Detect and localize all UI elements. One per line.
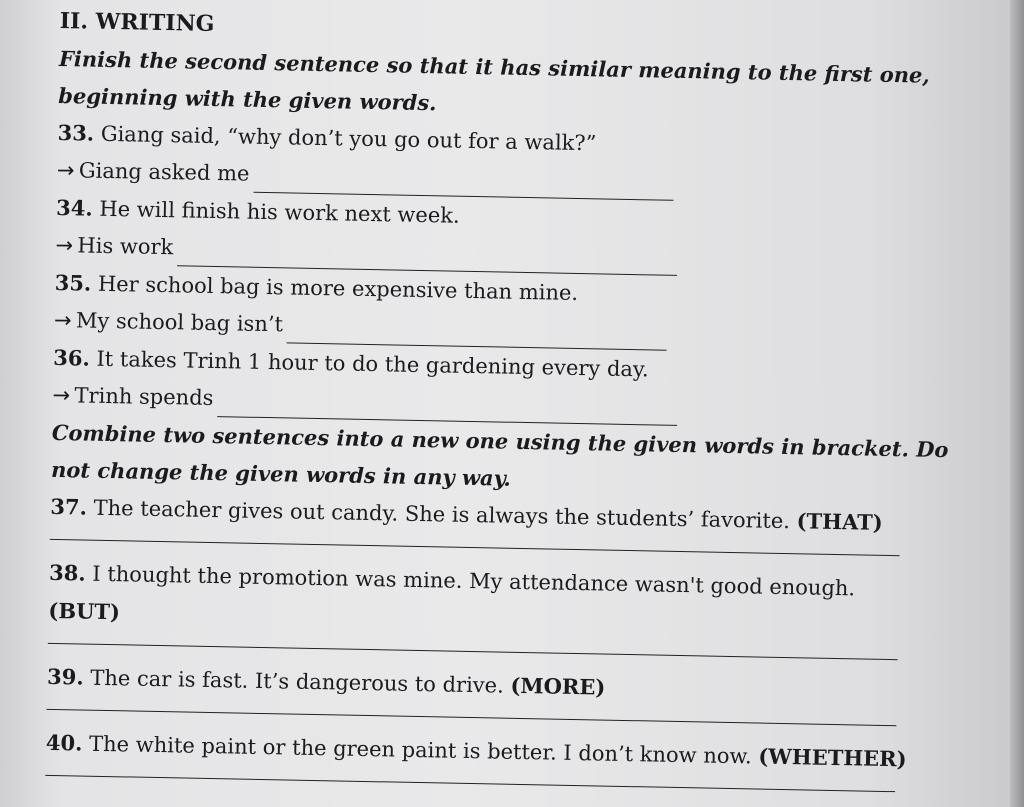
- question-number: 37.: [50, 493, 88, 520]
- question-number: 39.: [46, 663, 84, 690]
- arrow-right-icon: →: [53, 307, 72, 333]
- question-sentence: Giang said, “why don’t you go out for a walk?”: [100, 121, 597, 156]
- answer-blank-40[interactable]: [45, 774, 895, 792]
- question-sentence: It takes Trinh 1 hour to do the gardening every day.: [96, 346, 649, 382]
- question-number: 34.: [55, 194, 93, 221]
- question-keyword: (THAT): [796, 508, 883, 535]
- question-40: [46, 724, 947, 779]
- answer-prompt: Giang asked me: [78, 158, 250, 186]
- question-sentence: The teacher gives out candy. She is always the students’ favorite.: [93, 495, 791, 534]
- worksheet-content: [45, 8, 960, 807]
- question-number: 36.: [53, 344, 91, 371]
- question-keyword: (MORE): [510, 672, 606, 700]
- question-keyword: (WHETHER): [758, 743, 907, 772]
- question-number: 33.: [57, 119, 95, 146]
- arrow-right-icon: →: [56, 157, 75, 183]
- question-sentence: The car is fast. It’s dangerous to drive.: [90, 665, 505, 698]
- question-number: 40.: [45, 729, 83, 756]
- question-39: [47, 658, 948, 713]
- question-number: 35.: [54, 269, 92, 296]
- page-edge-shadow: [1010, 0, 1024, 807]
- instruction-rewrite: Finish the second sentence so that it has similar meaning to the first one, beginning with the given words.: [58, 45, 930, 116]
- question-38: [48, 554, 949, 647]
- instruction-combine: Combine two sentences into a new one using the given words in bracket. Do not change the given words in any way.: [50, 419, 949, 491]
- question-number: 38.: [48, 559, 86, 586]
- answer-blank-37[interactable]: [50, 538, 900, 556]
- answer-prompt: My school bag isn’t: [75, 308, 284, 337]
- question-sentence: Her school bag is more expensive than mine.: [97, 271, 579, 305]
- question-keyword: (BUT): [48, 597, 121, 625]
- question-sentence: The white paint or the green paint is better. I don’t know now.: [88, 731, 752, 769]
- answer-prompt: His work: [77, 233, 174, 260]
- question-sentence: I thought the promotion was mine. My attendance wasn't good enough.: [92, 561, 856, 601]
- section-title: II. WRITING: [59, 8, 215, 37]
- arrow-right-icon: →: [52, 382, 71, 408]
- question-sentence: He will finish his work next week.: [99, 196, 460, 228]
- answer-blank-38[interactable]: [48, 642, 898, 660]
- arrow-right-icon: →: [55, 232, 74, 258]
- answer-prompt: Trinh spends: [74, 383, 214, 411]
- answer-blank-39[interactable]: [47, 708, 897, 726]
